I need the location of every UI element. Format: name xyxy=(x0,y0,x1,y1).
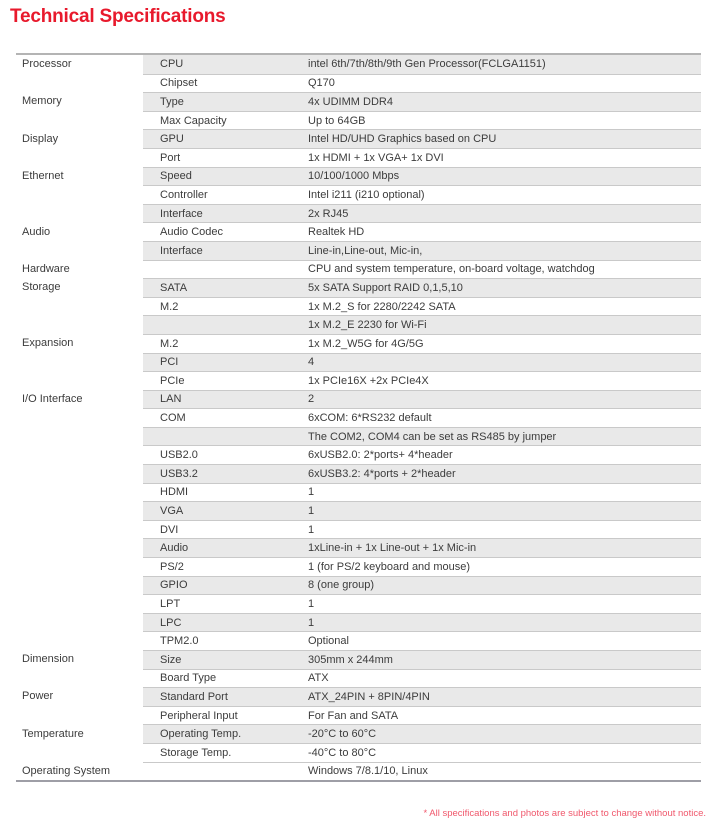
row-value: Optional xyxy=(308,635,349,648)
row-band xyxy=(143,538,701,557)
row-band xyxy=(143,185,701,204)
row-band xyxy=(143,631,701,650)
row-category xyxy=(16,669,143,688)
row-label: LAN xyxy=(160,393,182,406)
row-band xyxy=(143,204,701,223)
row-label: Interface xyxy=(160,244,203,257)
table-row xyxy=(16,631,701,650)
row-band xyxy=(143,334,701,353)
row-label: Interface xyxy=(160,207,203,220)
row-value: 6xUSB2.0: 2*ports+ 4*header xyxy=(308,449,453,462)
table-row xyxy=(16,278,701,297)
row-band xyxy=(143,613,701,632)
row-category: Memory xyxy=(16,92,143,111)
row-value: 6xUSB3.2: 4*ports + 2*header xyxy=(308,467,456,480)
row-value: The COM2, COM4 can be set as RS485 by jumper xyxy=(308,430,557,443)
table-row xyxy=(16,74,701,93)
row-category xyxy=(16,743,143,762)
spec-table xyxy=(16,53,701,782)
row-label: M.2 xyxy=(160,337,179,350)
table-row xyxy=(16,129,701,148)
row-value: 1 xyxy=(308,598,315,611)
row-category xyxy=(16,315,143,334)
row-category: Storage xyxy=(16,278,143,297)
table-row xyxy=(16,111,701,130)
row-label: M.2 xyxy=(160,300,179,313)
row-label: Audio xyxy=(160,542,189,555)
row-label: CPU xyxy=(160,58,184,71)
row-category xyxy=(16,445,143,464)
row-value: 305mm x 244mm xyxy=(308,653,393,666)
row-value: Line-in,Line-out, Mic-in, xyxy=(308,244,423,257)
row-value: 2 xyxy=(308,393,315,406)
row-category xyxy=(16,594,143,613)
row-category: Display xyxy=(16,129,143,148)
row-label xyxy=(143,316,308,334)
row-value: CPU and system temperature, on-board voltage, watchdog xyxy=(308,263,595,276)
table-row xyxy=(16,557,701,576)
row-band xyxy=(143,557,701,576)
table-row xyxy=(16,464,701,483)
table-row xyxy=(16,538,701,557)
row-band xyxy=(143,687,701,706)
row-category xyxy=(16,631,143,650)
row-category xyxy=(16,241,143,260)
footnote: * All specifications and photos are subject to change without notice. xyxy=(423,808,706,819)
row-label: Peripheral Input xyxy=(160,709,238,722)
row-band xyxy=(143,371,701,390)
row-band xyxy=(143,111,701,130)
row-category xyxy=(16,538,143,557)
row-band xyxy=(143,669,701,688)
row-label: LPC xyxy=(160,616,182,629)
row-category: Processor xyxy=(16,55,143,74)
table-row xyxy=(16,520,701,539)
row-band xyxy=(143,464,701,483)
row-value: 8 (one group) xyxy=(308,579,375,592)
table-row xyxy=(16,353,701,372)
row-value: 1 xyxy=(308,523,315,536)
row-value: 1 xyxy=(308,486,315,499)
table-row xyxy=(16,204,701,223)
row-category xyxy=(16,353,143,372)
row-value: -20°C to 60°C xyxy=(308,728,377,741)
row-category xyxy=(16,483,143,502)
row-category: Ethernet xyxy=(16,167,143,186)
row-category xyxy=(16,427,143,446)
row-band xyxy=(143,706,701,725)
table-row xyxy=(16,706,701,725)
row-label: SATA xyxy=(160,281,188,294)
row-label: LPT xyxy=(160,598,181,611)
row-label xyxy=(143,428,308,446)
row-label: Chipset xyxy=(160,77,198,90)
row-category: Hardware xyxy=(16,260,143,279)
table-row xyxy=(16,576,701,595)
row-category xyxy=(16,520,143,539)
table-row xyxy=(16,594,701,613)
row-value: 1x M.2_E 2230 for Wi-Fi xyxy=(308,319,427,332)
table-row xyxy=(16,408,701,427)
row-band xyxy=(143,743,701,762)
table-row xyxy=(16,241,701,260)
row-category xyxy=(16,613,143,632)
table-row xyxy=(16,371,701,390)
row-value: 10/100/1000 Mbps xyxy=(308,170,400,183)
row-label: Board Type xyxy=(160,672,217,685)
row-value: Up to 64GB xyxy=(308,114,366,127)
row-value: 1xLine-in + 1x Line-out + 1x Mic-in xyxy=(308,542,477,555)
table-row xyxy=(16,427,701,446)
table-row xyxy=(16,762,701,781)
row-band xyxy=(143,129,701,148)
row-band xyxy=(143,427,701,446)
row-label: GPU xyxy=(160,133,184,146)
row-band xyxy=(143,222,701,241)
table-row xyxy=(16,687,701,706)
row-band xyxy=(143,520,701,539)
row-value: 6xCOM: 6*RS232 default xyxy=(308,412,432,425)
row-band xyxy=(143,55,701,74)
table-row xyxy=(16,669,701,688)
row-band xyxy=(143,148,701,167)
row-category xyxy=(16,408,143,427)
row-category: Power xyxy=(16,687,143,706)
table-row xyxy=(16,222,701,241)
row-value: ATX xyxy=(308,672,329,685)
row-value: 4 xyxy=(308,356,315,369)
row-category xyxy=(16,74,143,93)
row-category xyxy=(16,297,143,316)
row-category xyxy=(16,371,143,390)
row-value: Realtek HD xyxy=(308,226,365,239)
row-value: Windows 7/8.1/10, Linux xyxy=(308,765,428,778)
row-label: Audio Codec xyxy=(160,226,223,239)
row-value: intel 6th/7th/8th/9th Gen Processor(FCLGA1151) xyxy=(308,58,546,71)
row-label: Controller xyxy=(160,188,208,201)
row-label: COM xyxy=(160,412,186,425)
row-category: Operating System xyxy=(16,762,143,781)
row-category: I/O Interface xyxy=(16,390,143,409)
table-row xyxy=(16,260,701,279)
row-value: 1 xyxy=(308,505,315,518)
row-value: Q170 xyxy=(308,77,335,90)
table-row xyxy=(16,92,701,111)
row-value: 5x SATA Support RAID 0,1,5,10 xyxy=(308,281,463,294)
row-value: 1x M.2_S for 2280/2242 SATA xyxy=(308,300,456,313)
row-band xyxy=(143,74,701,93)
row-label: PS/2 xyxy=(160,560,184,573)
row-band xyxy=(143,315,701,334)
row-band xyxy=(143,483,701,502)
row-label: PCI xyxy=(160,356,179,369)
row-category: Audio xyxy=(16,222,143,241)
row-category xyxy=(16,111,143,130)
row-category: Dimension xyxy=(16,650,143,669)
table-row xyxy=(16,148,701,167)
row-band xyxy=(143,260,701,279)
row-value: 1x PCIe16X +2x PCIe4X xyxy=(308,374,429,387)
table-row xyxy=(16,483,701,502)
row-label: Type xyxy=(160,95,184,108)
row-value: 1x HDMI + 1x VGA+ 1x DVI xyxy=(308,151,444,164)
row-label: Size xyxy=(160,653,182,666)
table-row xyxy=(16,167,701,186)
row-value: ATX_24PIN + 8PIN/4PIN xyxy=(308,690,430,703)
table-row xyxy=(16,650,701,669)
table-row xyxy=(16,743,701,762)
row-band xyxy=(143,650,701,669)
row-label: USB2.0 xyxy=(160,449,198,462)
row-label: Max Capacity xyxy=(160,114,227,127)
row-category xyxy=(16,557,143,576)
row-category xyxy=(16,148,143,167)
row-category: Expansion xyxy=(16,334,143,353)
row-band xyxy=(143,724,701,743)
row-label xyxy=(143,763,308,781)
row-category xyxy=(16,185,143,204)
row-band xyxy=(143,762,701,781)
row-band xyxy=(143,408,701,427)
row-band xyxy=(143,594,701,613)
row-category: Temperature xyxy=(16,724,143,743)
table-row xyxy=(16,445,701,464)
table-row xyxy=(16,613,701,632)
row-label xyxy=(143,261,308,279)
row-value: 1 (for PS/2 keyboard and mouse) xyxy=(308,560,471,573)
row-band xyxy=(143,501,701,520)
row-value: 2x RJ45 xyxy=(308,207,349,220)
row-label: PCIe xyxy=(160,374,185,387)
row-category xyxy=(16,464,143,483)
row-category xyxy=(16,204,143,223)
row-band xyxy=(143,576,701,595)
row-value: 4x UDIMM DDR4 xyxy=(308,95,393,108)
row-label: HDMI xyxy=(160,486,189,499)
row-label: Storage Temp. xyxy=(160,746,232,759)
table-row xyxy=(16,315,701,334)
row-label: VGA xyxy=(160,505,184,518)
table-row xyxy=(16,55,701,74)
row-value: 1x M.2_W5G for 4G/5G xyxy=(308,337,424,350)
row-label: Port xyxy=(160,151,181,164)
row-category xyxy=(16,501,143,520)
row-value: Intel HD/UHD Graphics based on CPU xyxy=(308,133,497,146)
table-row xyxy=(16,501,701,520)
row-label: Standard Port xyxy=(160,690,228,703)
table-row xyxy=(16,390,701,409)
row-category xyxy=(16,576,143,595)
row-label: USB3.2 xyxy=(160,467,198,480)
row-value: For Fan and SATA xyxy=(308,709,399,722)
row-band xyxy=(143,445,701,464)
page-title: Technical Specifications xyxy=(10,6,226,27)
row-band xyxy=(143,167,701,186)
row-category xyxy=(16,706,143,725)
row-value: Intel i211 (i210 optional) xyxy=(308,188,425,201)
row-value: -40°C to 80°C xyxy=(308,746,377,759)
row-label: TPM2.0 xyxy=(160,635,199,648)
row-label: DVI xyxy=(160,523,179,536)
row-label: Speed xyxy=(160,170,192,183)
row-label: Operating Temp. xyxy=(160,728,242,741)
row-band xyxy=(143,390,701,409)
table-row xyxy=(16,185,701,204)
row-band xyxy=(143,353,701,372)
table-row xyxy=(16,297,701,316)
row-band xyxy=(143,92,701,111)
table-row xyxy=(16,724,701,743)
row-label: GPIO xyxy=(160,579,188,592)
table-row xyxy=(16,334,701,353)
row-band xyxy=(143,241,701,260)
row-band xyxy=(143,278,701,297)
row-band xyxy=(143,297,701,316)
row-value: 1 xyxy=(308,616,315,629)
